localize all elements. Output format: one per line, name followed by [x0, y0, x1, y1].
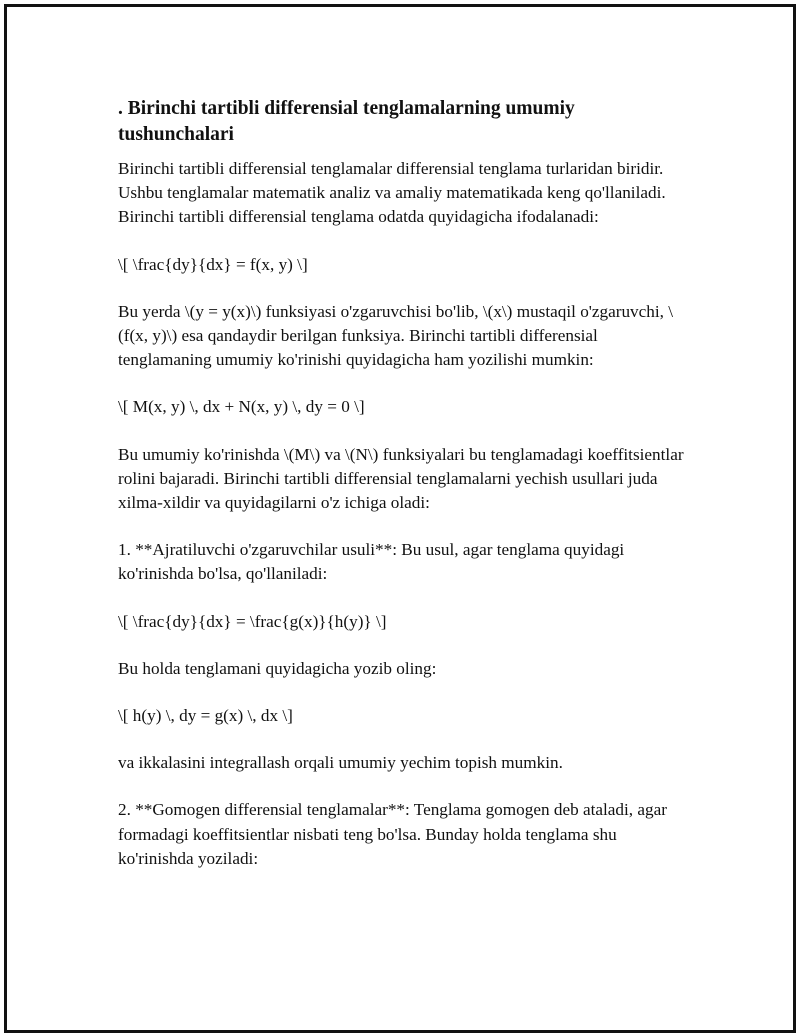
formula-separable: \[ \frac{dy}{dx} = \frac{g(x)}{h(y)} \]	[118, 611, 387, 631]
formula-general-ode: \[ \frac{dy}{dx} = f(x, y) \]	[118, 254, 308, 274]
formula-total-differential: \[ M(x, y) \, dx + N(x, y) \, dy = 0 \]	[118, 397, 365, 417]
paragraph-coefficients: Bu umumiy ko'rinishda \(M\) va \(N\) funksiyalari bu tenglamadagi koeffitsientlar rolini bajaradi. Birinchi tartibli differensial tenglamalarni yechish usullari juda xilma-xildir va quyidagilarni o'z ichiga oladi:	[118, 444, 684, 513]
formula-separated: \[ h(y) \, dy = g(x) \, dx \]	[118, 706, 293, 726]
intro-paragraph: Birinchi tartibli differensial tenglamalar differensial tenglama turlaridan biridir. Ushbu tenglamalar matematik analiz va amaliy matematikada keng qo'llaniladi. Birinchi tartibli differensial tenglama odatda quyidagicha ifodalanadi:	[118, 159, 666, 227]
list-item-separable: 1. **Ajratiluvchi o'zgaruvchilar usuli**: Bu usul, agar tenglama quyidagi ko'rinishda bo'lsa, qo'llaniladi:	[118, 540, 625, 584]
paragraph-rewrite: Bu holda tenglamani quyidagicha yozib oling:	[118, 658, 437, 678]
paragraph-variables: Bu yerda \(y = y(x)\) funksiyasi o'zgaruvchisi bo'lib, \(x\) mustaqil o'zgaruvchi, \(f(x, y)\) esa qandaydir berilgan funksiya. Birinchi tartibli differensial tenglamaning umumiy ko'rinishi quyidagicha ham yozilishi mumkin:	[118, 301, 674, 370]
section-title: . Birinchi tartibli differensial tenglamalarning umumiy tushunchalari	[118, 98, 575, 145]
list-item-homogeneous: 2. **Gomogen differensial tenglamalar**: Tenglama gomogen deb ataladi, agar formadagi koeffitsientlar nisbati teng bo'lsa. Bunday holda tenglama shu ko'rinishda yoziladi:	[118, 800, 667, 868]
document-body	[118, 96, 690, 894]
paragraph-integrate: va ikkalasini integrallash orqali umumiy yechim topish mumkin.	[118, 753, 563, 773]
